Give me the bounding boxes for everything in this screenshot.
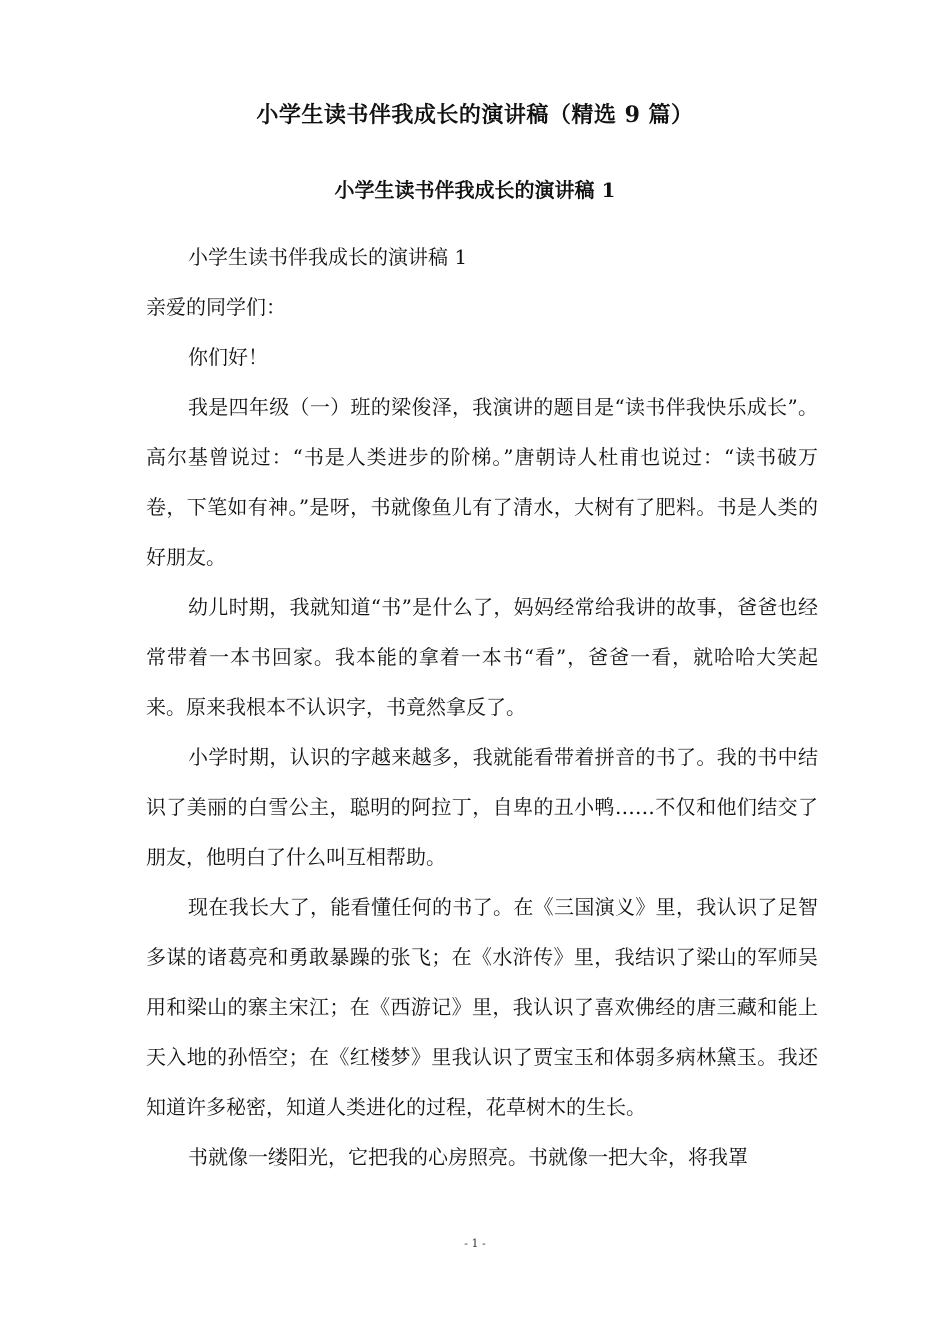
paragraph-now: 现在我长大了，能看懂任何的书了。在《三国演义》里，我认识了足智多谋的诸葛亮和勇敢暴躁的张飞；在《水浒传》里，我结识了梁山的军师吴用和梁山的寨主宋江；在《西游记》里，我认识了喜欢佛经的唐三藏和能上天入地的孙悟空；在《红楼梦》里我认识了贾宝玉和体弱多病林黛玉。我还知道许多秘密，知道人类进化的过程，花草树木的生长。: [146, 895, 818, 1119]
paragraph-primary-school: 小学时期，认识的字越来越多，我就能看带着拼音的书了。我的书中结识了美丽的白雪公主，聪明的阿拉丁，自卑的丑小鸭……不仅和他们结交了朋友，他明白了什么叫互相帮助。: [146, 745, 818, 869]
paragraph-greeting: 亲爱的同学们：: [146, 295, 286, 319]
document-body: [146, 232, 818, 1182]
document-title: 小学生读书伴我成长的演讲稿（精选 9 篇）: [256, 102, 694, 128]
paragraph-childhood: 幼儿时期，我就知道“书”是什么了，妈妈经常给我讲的故事，爸爸也经常带着一本书回家。我本能的拿着一本书“看”，爸爸一看，就哈哈大笑起来。原来我根本不认识字，书竟然拿反了。: [146, 595, 818, 719]
paragraph-hello: 你们好！: [188, 345, 268, 369]
paragraph-heading: 小学生读书伴我成长的演讲稿 1: [188, 245, 468, 269]
paragraph-sunlight: 书就像一缕阳光，它把我的心房照亮。书就像一把大伞，将我罩: [188, 1145, 748, 1169]
section-title: 小学生读书伴我成长的演讲稿 1: [334, 178, 616, 202]
page-number: - 1 -: [464, 1237, 486, 1250]
paragraph-introduction: 我是四年级（一）班的梁俊泽，我演讲的题目是“读书伴我快乐成长”。高尔基曾说过：“书是人类进步的阶梯。”唐朝诗人杜甫也说过：“读书破万卷，下笔如有神。”是呀，书就像鱼儿有了清水，大树有了肥料。书是人类的好朋友。: [146, 395, 818, 569]
